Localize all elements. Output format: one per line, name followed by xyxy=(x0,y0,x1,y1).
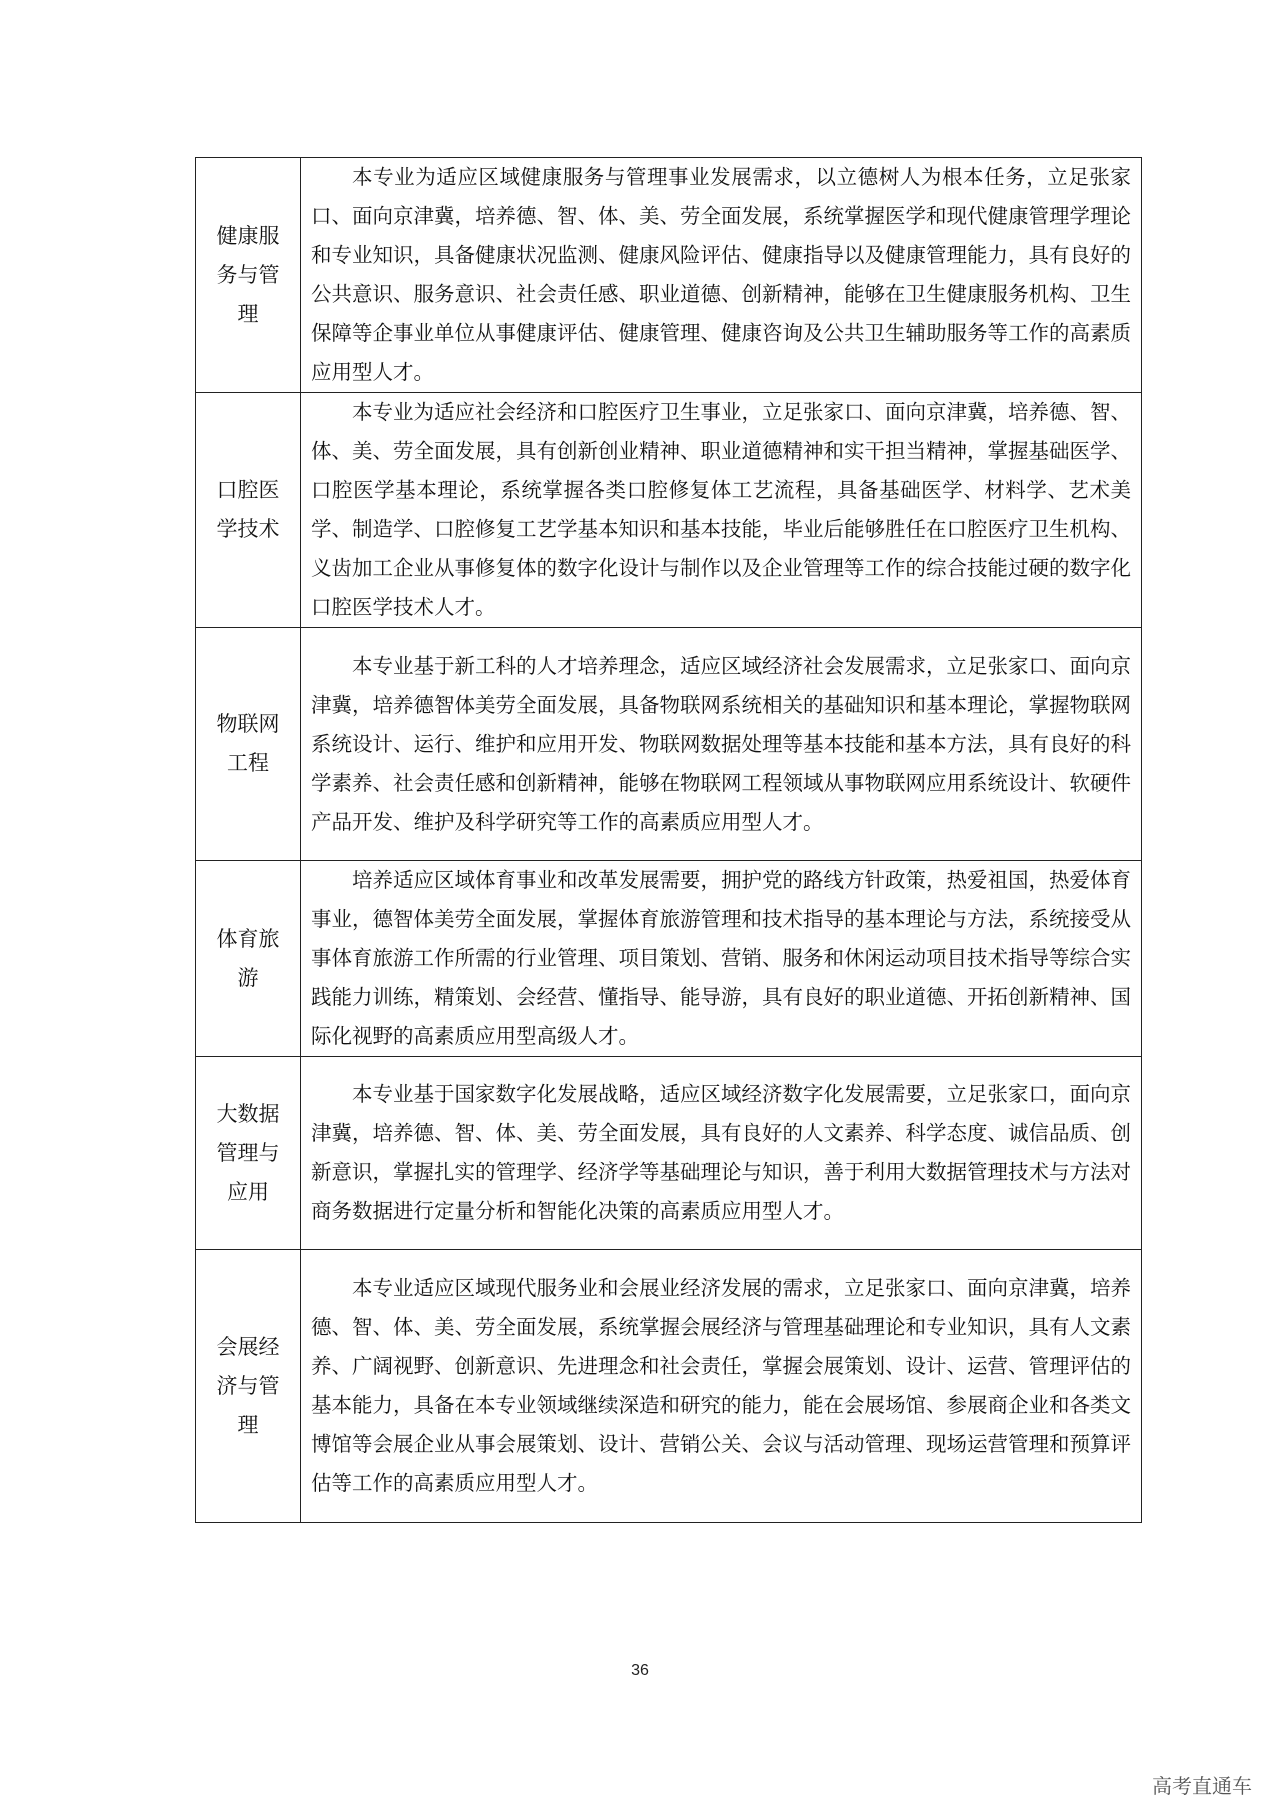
major-name: 健康服务与管理 xyxy=(196,158,301,393)
table-row xyxy=(196,628,1142,861)
major-name: 会展经济与管理 xyxy=(196,1250,301,1523)
page-number: 36 xyxy=(631,1662,649,1679)
major-name: 大数据管理与应用 xyxy=(196,1057,301,1250)
table-row xyxy=(196,393,1142,628)
majors-table xyxy=(195,157,1142,1523)
major-description: 本专业基于新工科的人才培养理念，适应区域经济社会发展需求，立足张家口、面向京津冀，培养德智体美劳全面发展，具备物联网系统相关的基础知识和基本理论，掌握物联网系统设计、运行、维护和应用开发、物联网数据处理等基本技能和基本方法，具有良好的科学素养、社会责任感和创新精神，能够在物联网工程领域从事物联网应用系统设计、软硬件产品开发、维护及科学研究等工作的高素质应用型人才。 xyxy=(301,628,1142,861)
major-name: 口腔医学技术 xyxy=(196,393,301,628)
major-description: 本专业适应区域现代服务业和会展业经济发展的需求，立足张家口、面向京津冀，培养德、智、体、美、劳全面发展，系统掌握会展经济与管理基础理论和专业知识，具有人文素养、广阔视野、创新意识、先进理念和社会责任，掌握会展策划、设计、运营、管理评估的基本能力，具备在本专业领域继续深造和研究的能力，能在会展场馆、参展商企业和各类文博馆等会展企业从事会展策划、设计、营销公关、会议与活动管理、现场运营管理和预算评估等工作的高素质应用型人才。 xyxy=(301,1250,1142,1523)
major-description: 本专业为适应社会经济和口腔医疗卫生事业，立足张家口、面向京津冀，培养德、智、体、美、劳全面发展，具有创新创业精神、职业道德精神和实干担当精神，掌握基础医学、口腔医学基本理论，系统掌握各类口腔修复体工艺流程，具备基础医学、材料学、艺术美学、制造学、口腔修复工艺学基本知识和基本技能，毕业后能够胜任在口腔医疗卫生机构、义齿加工企业从事修复体的数字化设计与制作以及企业管理等工作的综合技能过硬的数字化口腔医学技术人才。 xyxy=(301,393,1142,628)
major-description: 培养适应区域体育事业和改革发展需要，拥护党的路线方针政策，热爱祖国，热爱体育事业，德智体美劳全面发展，掌握体育旅游管理和技术指导的基本理论与方法，系统接受从事体育旅游工作所需的行业管理、项目策划、营销、服务和休闲运动项目技术指导等综合实践能力训练，精策划、会经营、懂指导、能导游，具有良好的职业道德、开拓创新精神、国际化视野的高素质应用型高级人才。 xyxy=(301,861,1142,1057)
watermark-text: 高考直通车 xyxy=(1152,1774,1252,1798)
table-row xyxy=(196,1250,1142,1523)
major-name: 体育旅游 xyxy=(196,861,301,1057)
major-description: 本专业基于国家数字化发展战略，适应区域经济数字化发展需要，立足张家口，面向京津冀，培养德、智、体、美、劳全面发展，具有良好的人文素养、科学态度、诚信品质、创新意识，掌握扎实的管理学、经济学等基础理论与知识，善于利用大数据管理技术与方法对商务数据进行定量分析和智能化决策的高素质应用型人才。 xyxy=(301,1057,1142,1250)
major-name: 物联网工程 xyxy=(196,628,301,861)
major-description: 本专业为适应区域健康服务与管理事业发展需求，以立德树人为根本任务，立足张家口、面向京津冀，培养德、智、体、美、劳全面发展，系统掌握医学和现代健康管理学理论和专业知识，具备健康状况监测、健康风险评估、健康指导以及健康管理能力，具有良好的公共意识、服务意识、社会责任感、职业道德、创新精神，能够在卫生健康服务机构、卫生保障等企事业单位从事健康评估、健康管理、健康咨询及公共卫生辅助服务等工作的高素质应用型人才。 xyxy=(301,158,1142,393)
table-row xyxy=(196,158,1142,393)
table-row xyxy=(196,1057,1142,1250)
table-row xyxy=(196,861,1142,1057)
